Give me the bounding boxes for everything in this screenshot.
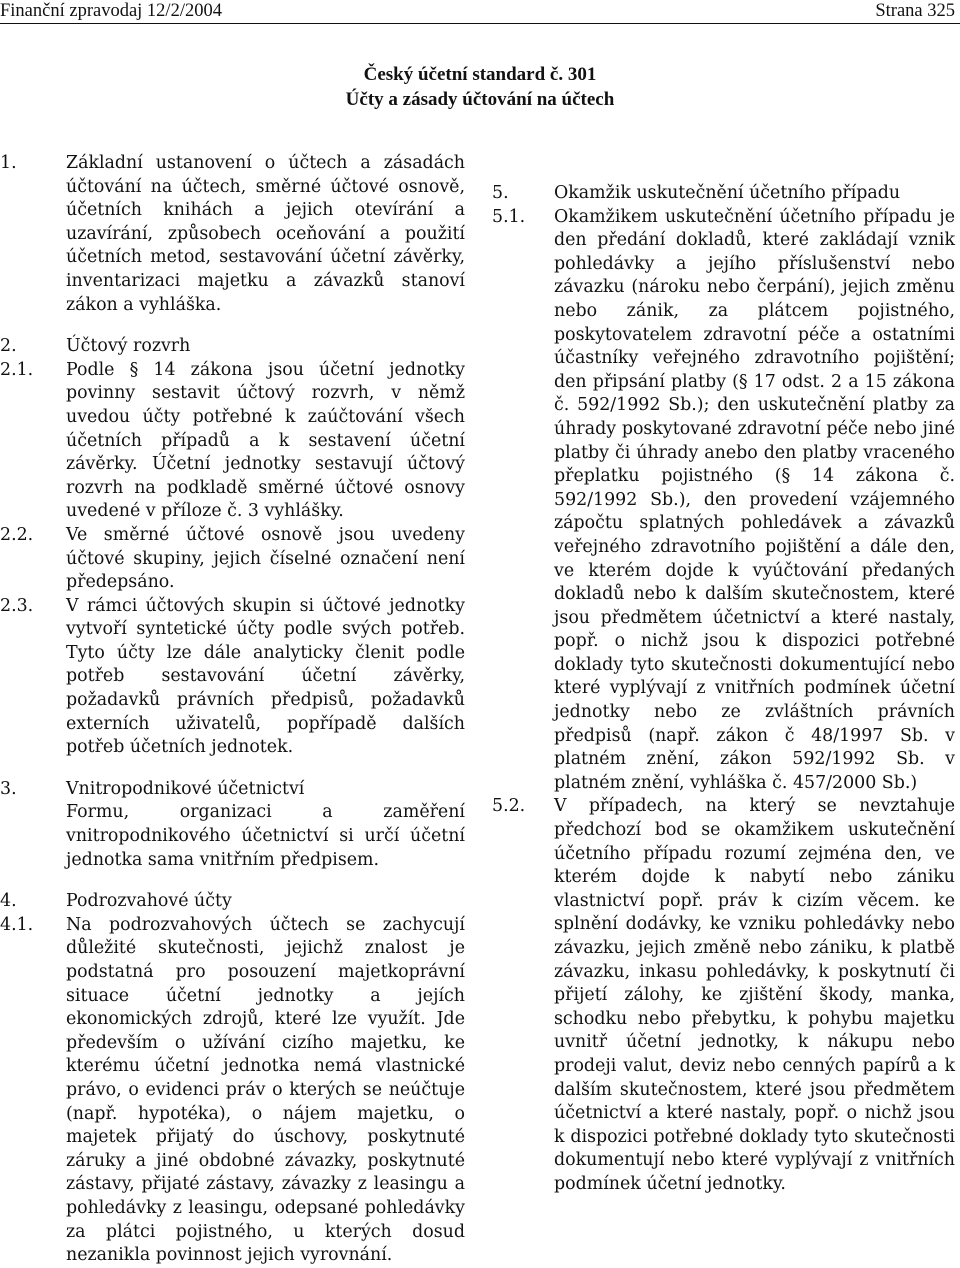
section-number: 5.1. xyxy=(492,206,526,227)
section-2-1 xyxy=(0,359,465,524)
title-line-2: Účty a zásady účtování na účtech xyxy=(345,89,615,110)
section-3-body xyxy=(0,801,465,872)
section-4 xyxy=(0,890,465,914)
journal-title: Finanční zpravodaj 12/2/2004 xyxy=(0,1,222,21)
section-4-1 xyxy=(0,914,465,1268)
header-rule xyxy=(0,23,960,24)
section-text: Na podrozvahových účtech se zachycují důležité skutečnosti, jejichž znalost je podstatná pro posouzení majetkoprávní situace účetní jednotky a jejích ekonomických zdrojů, které lze využít. Jde především o užívání cizího majetku, ke kterému účetní jednotka nemá vlastnické právo, o evidenci práv o kterých se neúčtuje (např. hypotéka), o nájem majetku, o majetek přijatý do úschovy, poskytnuté záruky a jiné obdobné závazky, poskytnuté zástavy, přijaté zástavy, závazky z leasingu a pohledávky z leasingu, odepsané pohledávky za plátci pojistného, u kterých dosud nezanikla povinnost jejich vyrovnání. xyxy=(66,914,465,1266)
section-text: Ve směrné účtové osnově jsou uvedeny účtové skupiny, jejich číselné označení není předepsáno. xyxy=(66,524,465,593)
section-2-3 xyxy=(0,595,465,760)
document-title xyxy=(0,62,960,112)
section-1 xyxy=(0,152,465,317)
section-5 xyxy=(492,182,955,206)
page-header xyxy=(0,0,960,24)
section-number xyxy=(0,801,66,872)
title-line-1: Český účetní standard č. 301 xyxy=(363,64,597,85)
section-3 xyxy=(0,778,465,802)
page-number: Strana 325 xyxy=(875,1,955,21)
section-heading: Účtový rozvrh xyxy=(66,336,191,357)
section-text: Formu, organizaci a zaměření vnitropodnikového účetnictví si určí účetní jednotka sama vnitřním předpisem. xyxy=(66,802,465,870)
section-heading: Vnitropodnikové účetnictví xyxy=(66,778,305,799)
section-text: Základní ustanovení o účtech a zásadách účtování na účtech, směrné účtové osnově, účetních knihách a jejich otevírání a uzavírání, způsobech oceňování a použití účetních metod, sestavování účetní závěrky, inventarizaci majetku a závazků stanoví zákon a vyhláška. xyxy=(66,153,465,315)
section-2 xyxy=(0,335,465,359)
left-column xyxy=(0,152,465,1268)
section-text: V rámci účtových skupin si účtové jednotky vytvoří syntetické účty podle svých potřeb. Tyto účty lze dále analyticky členit podle potřeb sestavování účetní závěrky, požadavků právních předpisů, požadavků externích uživatelů, popřípadě dalších potřeb účetních jednotek. xyxy=(66,595,465,758)
section-5-1 xyxy=(492,206,955,796)
section-number: 2.1. xyxy=(0,359,34,380)
section-2-2 xyxy=(0,524,465,595)
section-number: 4.1. xyxy=(0,914,34,935)
section-number: 2.3. xyxy=(0,595,34,616)
section-number: 3. xyxy=(0,778,17,799)
section-text: Podle § 14 zákona jsou účetní jednotky povinny sestavit účtový rozvrh, v němž uvedou účty potřebné k zaúčtování všech účetních případů a k sestavení účetní závěrky. Účetní jednotky sestavují účtový rozvrh na podkladě směrné účtové osnovy uvedené v příloze č. 3 vyhlášky. xyxy=(66,359,465,522)
right-column xyxy=(492,182,955,1197)
section-heading: Podrozvahové účty xyxy=(66,891,232,912)
section-number: 1. xyxy=(0,153,17,173)
section-heading: Okamžik uskutečnění účetního případu xyxy=(554,183,901,203)
section-number: 5. xyxy=(492,183,509,203)
section-text: V případech, na který se nevztahuje předchozí bod se okamžikem uskutečnění účetního případu rozumí zejména den, ve kterém dojde k nabytí nebo zániku vlastnictví popř. práv k cizím věcem. ke splnění dodávky, ke vzniku pohledávky nebo závazku, jejich změně nebo zániku, k platbě závazku, inkasu pohledávky, k poskytnutí či přijetí zálohy, ke zjištění škody, manka, schodku nebo přebytku, k pohybu majetku uvnitř účetní jednotky, k nákupu nebo prodeji valut, deviz nebo cenných papírů a k dalším skutečnostem, které jsou předmětem účetnictví a které nastaly, popř. o nichž jsou k dispozici potřebné doklady tyto skutečnosti dokumentují nebo které vyplývají z vnitřních podmínek účetní jednotky. xyxy=(554,796,955,1194)
section-number: 2. xyxy=(0,336,17,357)
section-5-2 xyxy=(492,795,955,1196)
section-number: 2.2. xyxy=(0,524,34,545)
section-number: 5.2. xyxy=(492,796,526,817)
section-number: 4. xyxy=(0,891,17,912)
section-text: Okamžikem uskutečnění účetního případu je den předání dokladů, které zakládají vznik pohledávky a jejího příslušenství nebo závazku (nároku nebo čerpání), jejich změnu nebo zánik, za plátcem pojistného, poskytovatelem zdravotní péče a ostatními účastníky veřejného zdravotního pojištění; den připsání platby (§ 17 odst. 2 a 15 zákona č. 592/1992 Sb.); den uskutečnění platby za úhrady poskytované zdravotní péče nebo jiné platby či úhrady anebo den platby vraceného přeplatku pojistného (§ 14 zákona č. 592/1992 Sb.), den provedení vzájemného zápočtu splatných pohledávek a závazků veřejného zdravotního pojištění a dále den, ve kterém dojde k vyúčtování předaných dokladů nebo k dalším skutečnostem, které jsou předmětem účetnictví a které nastaly, popř. o nichž jsou k dispozici potřebné doklady tyto skutečnosti dokumentující nebo které vyplývají z vnitřních podmínek účetní jednotky nebo ze zvláštních právních předpisů (např. zákon č 48/1997 Sb. v platném znění, zákon 592/1992 Sb. v platném znění, vyhláška č. 457/2000 Sb.) xyxy=(554,206,955,793)
